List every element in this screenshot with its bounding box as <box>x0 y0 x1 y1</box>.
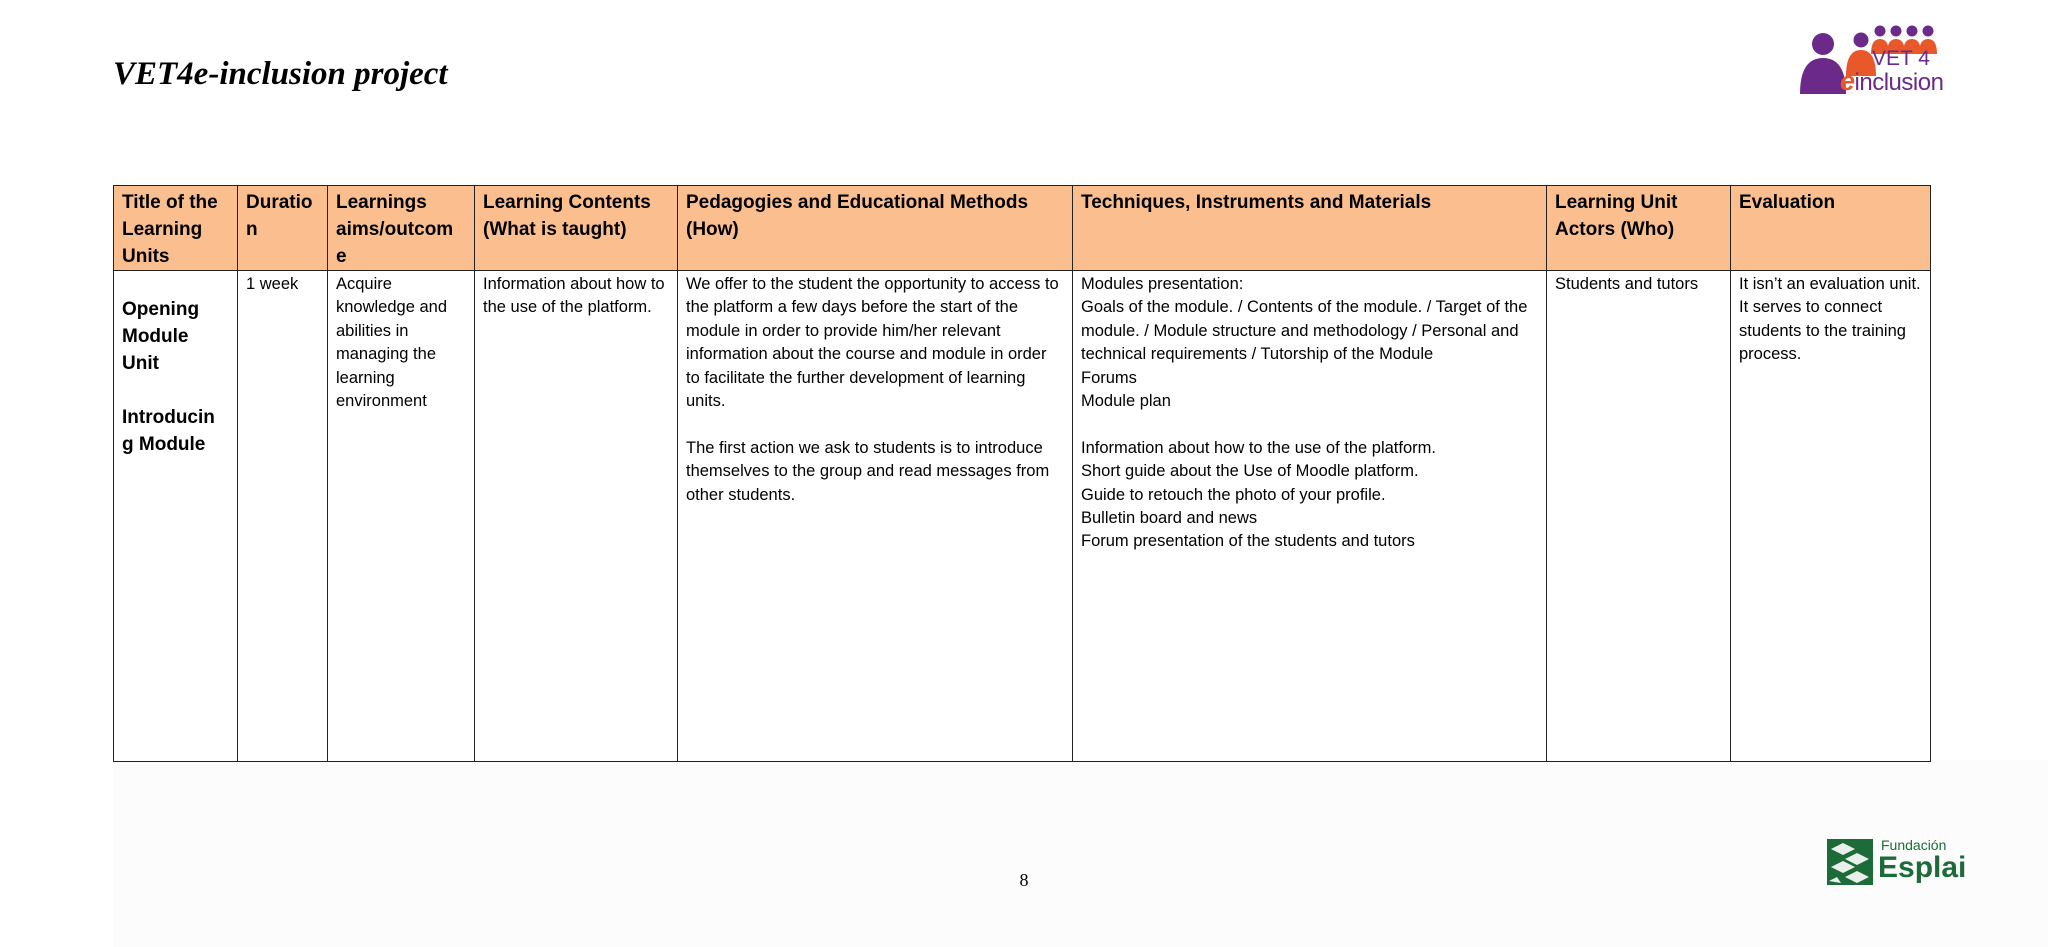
fundacion-esplai-logo <box>1827 836 1967 888</box>
logo-text-vet4: VET 4 <box>1872 47 1930 70</box>
cell-actors: Students and tutors <box>1547 271 1731 762</box>
techniques-line: Forum presentation of the students and tutors <box>1081 532 1415 551</box>
cell-pedagogies <box>678 271 1073 762</box>
page-number: 8 <box>1019 870 1029 890</box>
esplai-leaf-icon <box>1827 839 1873 885</box>
header-learning-contents: Learning Contents (What is taught) <box>475 186 678 271</box>
unit-title-line: Opening Module Unit <box>122 299 200 374</box>
evaluation-line: It isn’t an evaluation unit. <box>1739 275 1921 293</box>
logo-text-einclusion <box>1840 68 1943 96</box>
cell-duration: 1 week <box>238 271 328 762</box>
header-actors: Learning Unit Actors (Who) <box>1547 186 1731 271</box>
techniques-line: Information about how to the use of the platform. <box>1081 438 1436 457</box>
esplai-text-fundacion: Fundación <box>1881 837 1947 853</box>
page-bottom-shade <box>113 760 2048 947</box>
techniques-line: Guide to retouch the photo of your profile. <box>1081 485 1386 504</box>
header-pedagogies: Pedagogies and Educational Methods (How) <box>678 186 1073 271</box>
vet4einclusion-logo <box>1796 22 1942 98</box>
header-duration: Duratio n <box>238 186 328 271</box>
header-learnings-aims: Learnings aims/outcom e <box>328 186 475 271</box>
pedagogies-paragraph: The first action we ask to students is to introduce themselves to the group and read messages from other students. <box>686 438 1050 504</box>
cell-aims: Acquire knowledge and abilities in managing the learning environment <box>328 271 475 762</box>
techniques-line: Modules presentation: <box>1081 275 1244 293</box>
evaluation-line: It serves to connect students to the training process. <box>1739 298 1906 364</box>
header-evaluation: Evaluation <box>1731 186 1931 271</box>
cell-techniques <box>1073 271 1547 762</box>
pedagogies-paragraph: We offer to the student the opportunity to access to the platform a few days before the start of the module in order to provide him/her relevant information about the course and module in order to facilitate the further development of learning units. <box>686 275 1059 411</box>
paragraph-gap <box>686 413 1064 436</box>
techniques-line: Goals of the module. / Contents of the module. / Target of the module. / Module structure and methodology / Personal and technical requirements / Tutorship of the Module <box>1081 298 1528 364</box>
cell-unit-title <box>114 271 238 762</box>
learning-units-table <box>113 185 1931 762</box>
esplai-text-esplai: Esplai <box>1878 851 1967 884</box>
unit-title-line: Introducin g Module <box>122 407 215 455</box>
cell-evaluation <box>1731 271 1931 762</box>
logo-text-inclusion: inclusion <box>1854 69 1944 96</box>
cell-contents: Information about how to the use of the platform. <box>475 271 678 762</box>
techniques-line: Short guide about the Use of Moodle platform. <box>1081 462 1419 481</box>
header-techniques: Techniques, Instruments and Materials <box>1073 186 1547 271</box>
header-title-of-learning-units: Title of the Learning Units <box>114 186 238 271</box>
logo-text-e: e <box>1840 66 1855 96</box>
table-header-row <box>114 186 1931 271</box>
techniques-line: Module plan <box>1081 392 1171 411</box>
table-row <box>114 271 1931 762</box>
techniques-line <box>1081 413 1538 436</box>
document-title: VET4e-inclusion project <box>113 56 448 92</box>
techniques-line: Bulletin board and news <box>1081 509 1258 528</box>
techniques-line: Forums <box>1081 368 1137 387</box>
